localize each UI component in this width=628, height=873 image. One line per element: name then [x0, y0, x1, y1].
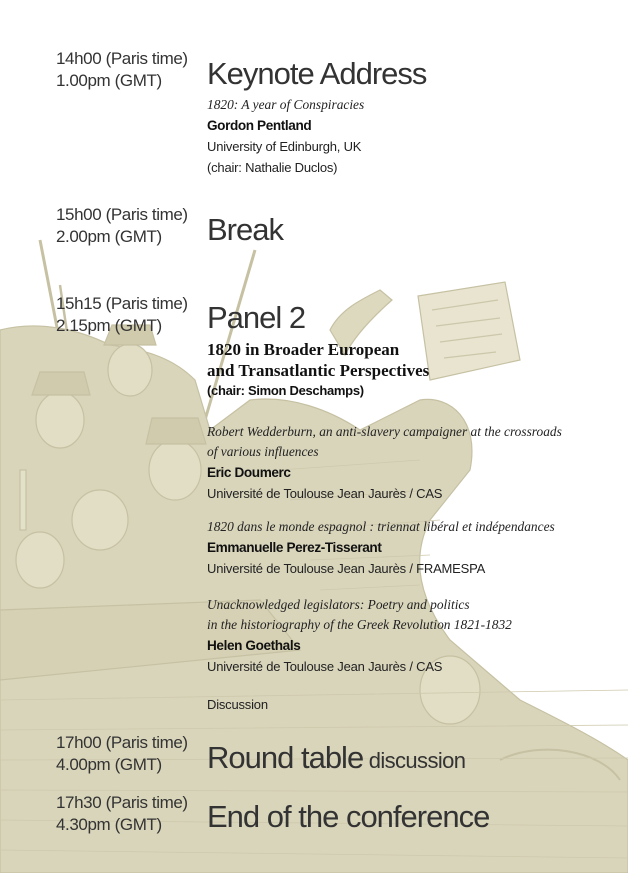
keynote-heading: Keynote Address: [207, 56, 427, 91]
panel2-talk-1: [207, 422, 597, 504]
roundtable-time-paris: 17h00 (Paris time): [56, 733, 188, 752]
keynote-talk-title: 1820: A year of Conspiracies: [207, 97, 365, 112]
talk-affiliation: Université de Toulouse Jean Jaurès / FRAMESPA: [207, 561, 486, 576]
keynote-details: [207, 95, 597, 178]
end-heading: End of the conference: [207, 799, 490, 834]
talk-title-line: 1820 dans le monde espagnol : triennat libéral et indépendances: [207, 519, 555, 534]
talk-title-line: in the historiography of the Greek Revolution 1821-1832: [207, 617, 512, 632]
keynote-time-paris: 14h00 (Paris time): [56, 49, 188, 68]
roundtable-heading-main: Round table: [207, 740, 364, 775]
break-time-gmt: 2.00pm (GMT): [56, 227, 162, 246]
panel2-chair: (chair: Simon Deschamps): [207, 383, 364, 398]
talk-title-line: Robert Wedderburn, an anti-slavery campaigner at the crossroads: [207, 424, 562, 439]
panel2-discussion: Discussion: [207, 697, 268, 712]
talk-speaker: Helen Goethals: [207, 638, 301, 653]
roundtable-time-gmt: 4.00pm (GMT): [56, 755, 162, 774]
keynote-speaker: Gordon Pentland: [207, 118, 312, 133]
panel2-talk-2: [207, 517, 597, 579]
talk-speaker: Emmanuelle Perez-Tisserant: [207, 540, 382, 555]
talk-affiliation: Université de Toulouse Jean Jaurès / CAS: [207, 659, 443, 674]
panel2-talk-3: [207, 595, 597, 677]
panel2-time-paris: 15h15 (Paris time): [56, 294, 188, 313]
keynote-chair: (chair: Nathalie Duclos): [207, 160, 338, 175]
talk-affiliation: Université de Toulouse Jean Jaurès / CAS: [207, 486, 443, 501]
end-time-paris: 17h30 (Paris time): [56, 793, 188, 812]
panel2-time-gmt: 2.15pm (GMT): [56, 316, 162, 335]
roundtable-heading-small: discussion: [363, 748, 466, 773]
panel2-subtitle-line2: and Transatlantic Perspectives: [207, 361, 430, 380]
break-time-paris: 15h00 (Paris time): [56, 205, 188, 224]
panel2-subtitle: [207, 339, 597, 401]
roundtable-heading: [207, 740, 465, 779]
break-heading: Break: [207, 212, 283, 247]
keynote-time-gmt: 1.00pm (GMT): [56, 71, 162, 90]
end-time-gmt: 4.30pm (GMT): [56, 815, 162, 834]
talk-title-line: of various influences: [207, 444, 319, 459]
keynote-affiliation: University of Edinburgh, UK: [207, 139, 362, 154]
panel2-heading: Panel 2: [207, 300, 306, 335]
panel2-subtitle-line1: 1820 in Broader European: [207, 340, 400, 359]
talk-speaker: Eric Doumerc: [207, 465, 291, 480]
talk-title-line: Unacknowledged legislators: Poetry and politics: [207, 597, 470, 612]
